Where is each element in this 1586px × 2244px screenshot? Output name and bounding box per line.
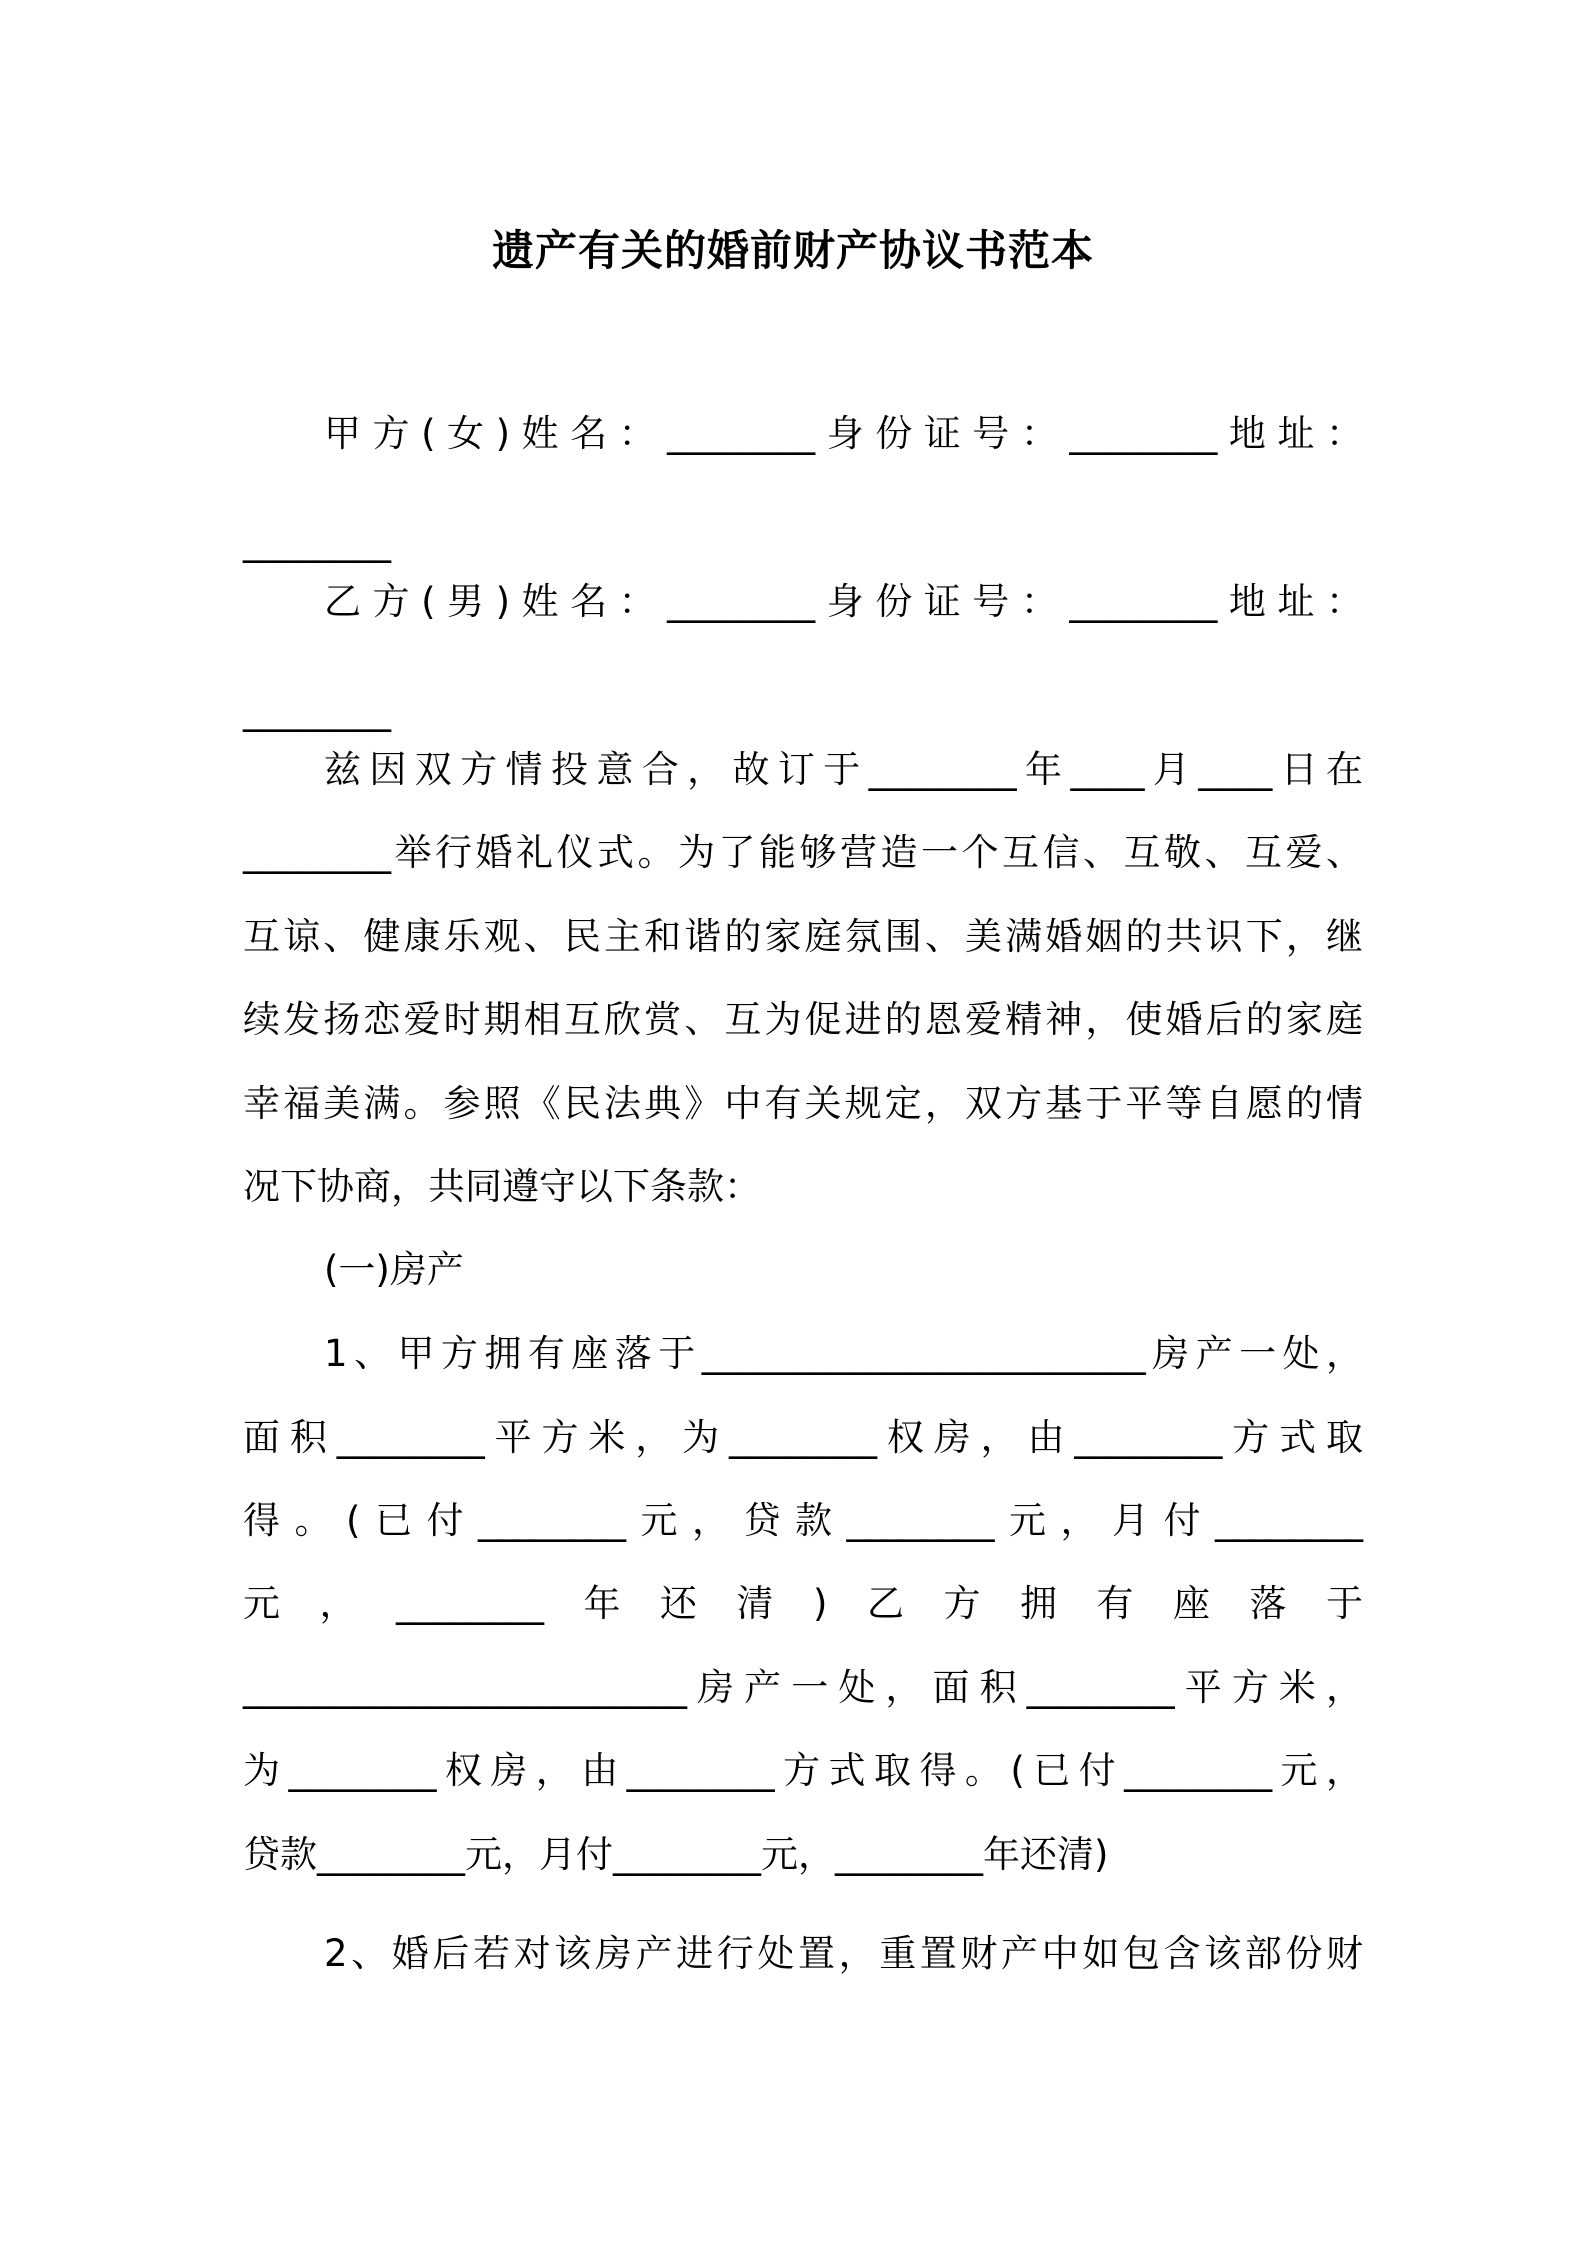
party-b-line: 乙方(男)姓名：________身份证号：________地址： — [324, 580, 1363, 623]
preamble-line-1: 兹因双方情投意合，故订于________年____月____日在 — [324, 748, 1363, 791]
clause-1-line-1: 1、甲方拥有座落于________________________房产一处， — [324, 1332, 1363, 1375]
party-b-address-blank: ________ — [243, 689, 391, 732]
preamble-line-5: 幸福美满。参照《民法典》中有关规定，双方基于平等自愿的情 — [243, 1082, 1363, 1125]
preamble-line-2: ________举行婚礼仪式。为了能够营造一个互信、互敬、互爱、 — [243, 831, 1363, 874]
section-heading-property: (一)房产 — [324, 1248, 464, 1291]
preamble-line-6: 况下协商，共同遵守以下条款： — [243, 1165, 761, 1208]
clause-1-line-4: 元，________年还清)乙方拥有座落于 — [243, 1582, 1363, 1625]
clause-1-line-3: 得。(已付________元，贷款________元，月付________ — [243, 1499, 1363, 1542]
clause-1-line-5: ________________________房产一处，面积________平方米， — [243, 1666, 1363, 1709]
clause-1-line-7: 贷款________元，月付________元，________年还清) — [243, 1833, 1109, 1876]
clause-1-line-2: 面积________平方米，为________权房，由________方式取 — [243, 1416, 1363, 1459]
preamble-line-3: 互谅、健康乐观、民主和谐的家庭氛围、美满婚姻的共识下，继 — [243, 915, 1363, 958]
clause-1-line-6: 为________权房，由________方式取得。(已付________元， — [243, 1749, 1363, 1792]
preamble-line-4: 续发扬恋爱时期相互欣赏、互为促进的恩爱精神，使婚后的家庭 — [243, 998, 1363, 1041]
clause-2-line-1: 2、婚后若对该房产进行处置，重置财产中如包含该部份财 — [324, 1932, 1363, 1975]
party-a-address-blank: ________ — [243, 520, 391, 563]
document-title: 遗产有关的婚前财产协议书范本 — [491, 226, 1094, 275]
party-a-line: 甲方(女)姓名：________身份证号：________地址： — [324, 412, 1363, 455]
